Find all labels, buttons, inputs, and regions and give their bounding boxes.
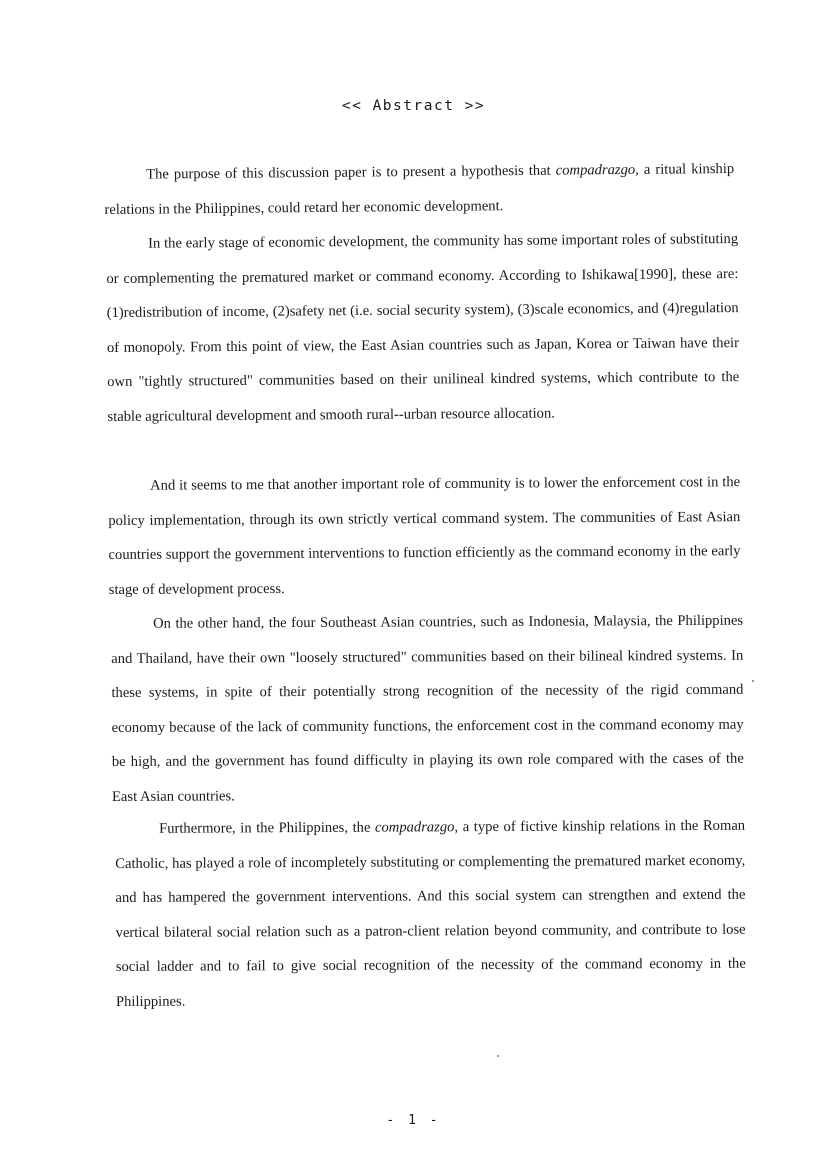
paragraph-3: [108, 465, 741, 607]
scan-speck: [497, 1055, 499, 1057]
paragraph-5-term: compadrazgo: [374, 819, 455, 836]
paragraph-2-text: In the early stage of economic development, the community has some important roles of substituting or complementing the prematured market or command economy. According to Ishikawa[1990], these are: (1)redistribution of income, (2)safety net (i.e. social security system), (3)scale economics, and (4)regulation of monopoly. From this point of view, the East Asian countries such as Japan, Korea or Taiwan have their own "tightly structured" communities based on their unilineal kindred systems, which contribute to the stable agricultural development and smooth rural--urban resource allocation.: [106, 231, 740, 425]
paragraph-1-text-a: The purpose of this discussion paper is to present a hypothesis that: [146, 162, 556, 183]
paragraph-4: [111, 604, 744, 814]
paragraph-3-text: And it seems to me that another important role of community is to lower the enforcement cost in the policy implementation, through its own strictly vertical command system. The communities of East Asian countries support the government interventions to function efficiently as the command economy in the early stage of development process.: [108, 474, 741, 598]
paragraph-2: [106, 222, 740, 434]
page-title: << Abstract >>: [341, 98, 486, 114]
paragraph-1-term: compadrazgo: [555, 161, 636, 179]
paragraph-5-text-a: Furthermore, in the Philippines, the: [159, 819, 376, 837]
paragraph-4-text: On the other hand, the four Southeast Asian countries, such as Indonesia, Malaysia, the Philippines and Thailand, have their own "loosely structured" communities based on their bilineal kindred systems. In these systems, in spite of their potentially strong recognition of the necessity of the rigid command economy because of the lack of community functions, the enforcement cost in the command economy may be high, and the government has found difficulty in playing its own role compared with the cases of the East Asian countries.: [111, 612, 744, 805]
paragraph-1-text-b: , a ritual kinship relations in the Philippines, could retard her economic development.: [104, 160, 735, 218]
paragraph-5-text-b: , a type of fictive kinship relations in the Roman Catholic, has played a role of incompletely substituting or complementing the prematured market economy, and has hampered the government interventions. And this social system can strengthen and extend the vertical bilateral social relation such as a patron-client relation beyond community, and contribute to lose social ladder and to fail to give social recognition of the necessity of the command economy in the Philippines.: [115, 817, 746, 1010]
paragraph-5: [115, 809, 746, 1019]
scan-speck: [752, 680, 754, 682]
page-number: - 1 -: [386, 1113, 441, 1128]
paragraph-1: [104, 152, 735, 227]
